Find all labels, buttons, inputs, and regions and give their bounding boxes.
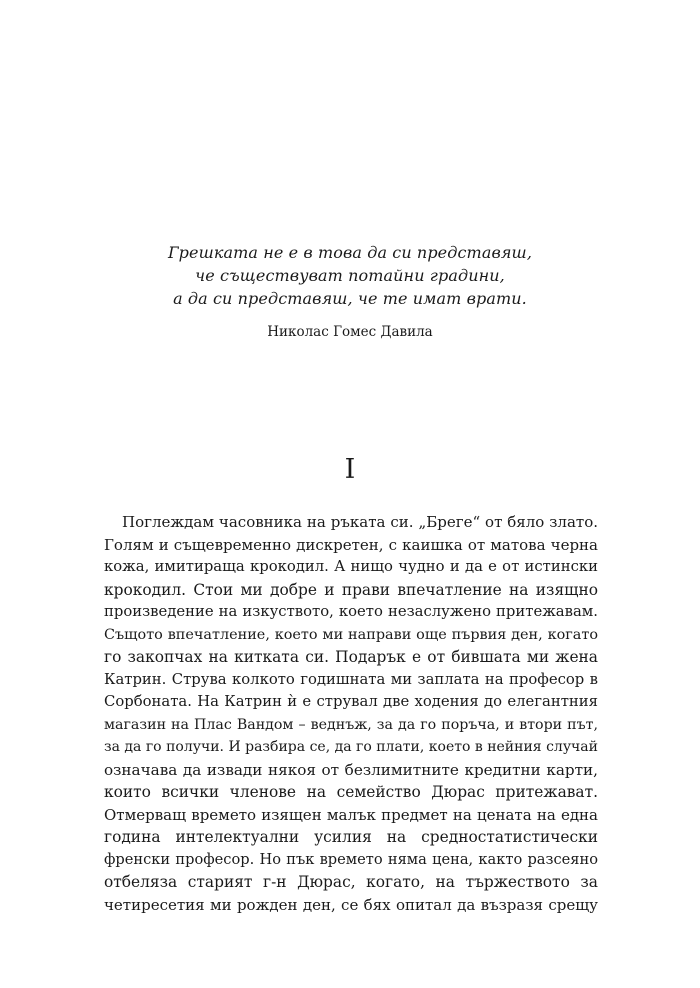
chapter-number: I — [344, 454, 356, 485]
epigraph-line: че съществуват потайни градини, — [195, 266, 505, 285]
text-line: Голям и същевременно дискретен, с каишка от матова черна — [104, 535, 598, 554]
epigraph — [0, 241, 700, 341]
text-line: Отмерващ времето изящен малък предмет на цената на една — [104, 805, 598, 824]
epigraph-line: Грешката не е в това да си представяш, — [167, 243, 533, 262]
text-line: Поглеждам часовника на ръката си. „Бреге“ от бяло злато. — [122, 513, 598, 531]
text-line: четиресетия ми рожден ден, се бях опитал да възразя срещу — [104, 895, 598, 914]
text-line: френски професор. Но пък времето няма цена, както разсеяно — [104, 850, 598, 868]
text-line: магазин на Плас Вандом – веднъж, за да го поръча, и втори път, — [104, 716, 598, 733]
text-line: означава да извади някоя от безлимитните кредитни карти, — [104, 760, 598, 779]
text-line: Катрин. Струва колкото годишната ми заплата на професор в — [104, 670, 598, 688]
epigraph-author: Николас Гомес Давила — [267, 324, 433, 340]
text-line: които всички членове на семейство Дюрас притежават. — [104, 783, 598, 801]
text-line: кожа, имитираща крокодил. А нищо чудно и да е от истински — [104, 558, 598, 575]
text-line: отбеляза старият г-н Дюрас, когато, на тържеството за — [104, 873, 598, 891]
text-line: го закопчах на китката си. Подарък е от бившата ми жена — [104, 648, 598, 666]
text-line: за да го получи. И разбира се, да го плати, което в нейния случай — [104, 739, 598, 755]
text-line: година интелектуални усилия на средностатистически — [104, 828, 598, 846]
text-line: произведение на изкуството, което незаслужено притежавам. — [104, 603, 598, 620]
body-text — [104, 511, 598, 916]
text-line: Сорбоната. На Катрин ѝ е струвал две ходения до елегантния — [104, 693, 598, 710]
text-line: Същото впечатление, което ми направи още първия ден, когато — [104, 626, 598, 643]
text-line: крокодил. Стои ми добре и прави впечатление на изящно — [104, 580, 598, 599]
epigraph-line: а да си представяш, че те имат врати. — [173, 289, 527, 308]
